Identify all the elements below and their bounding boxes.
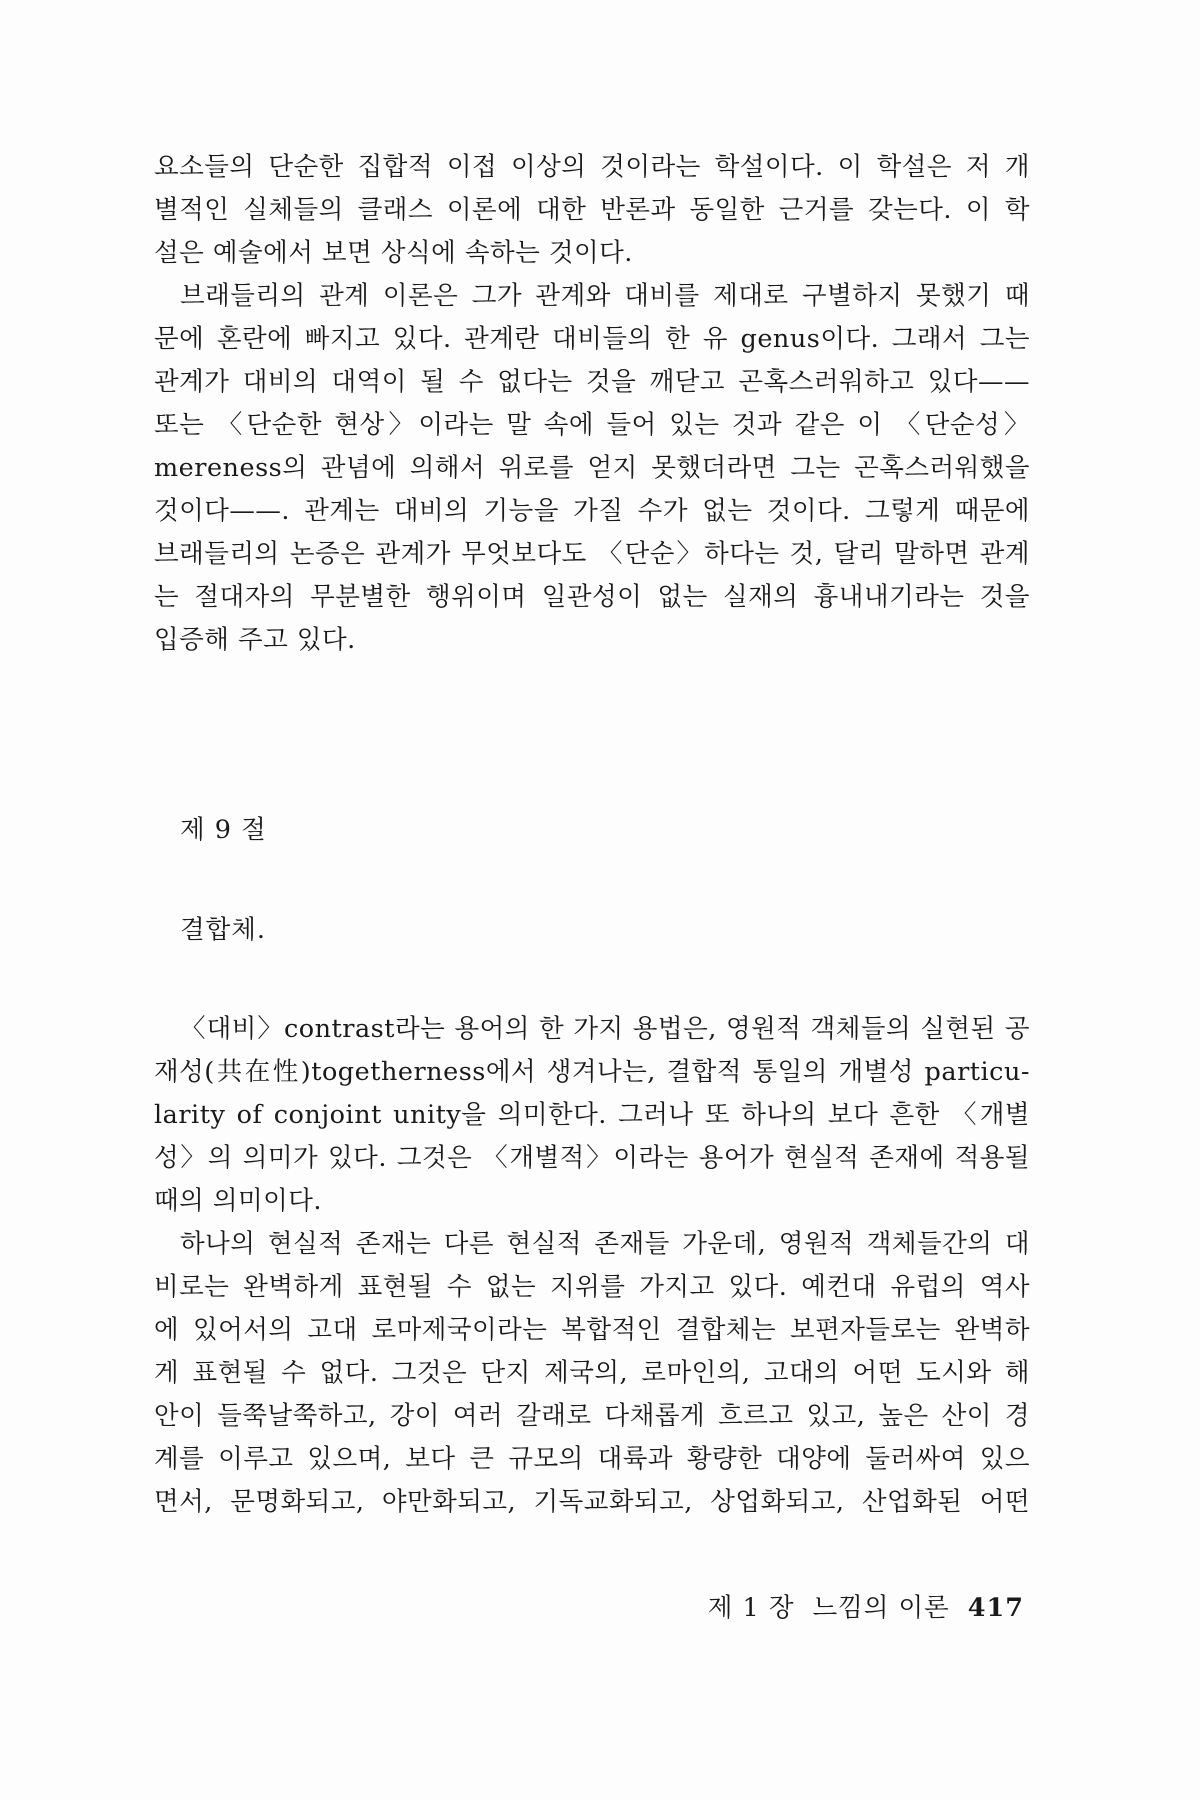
text-line: 〈대비〉contrast라는 용어의 한 가지 용법은, 영원적 객체들의 실현된 공	[180, 1014, 1030, 1044]
text-line: 것이다——. 관계는 대비의 기능을 가질 수가 없는 것이다. 그렇게 때문에	[154, 496, 1030, 526]
text-line: 요소들의 단순한 집합적 이접 이상의 것이라는 학설이다. 이 학설은 저 개	[154, 152, 1030, 182]
page-number: 417	[967, 1593, 1024, 1623]
text-line: 문에 혼란에 빠지고 있다. 관계란 대비들의 한 유 genus이다. 그래서 그는	[154, 324, 1030, 354]
text-line: 비로는 완벽하게 표현될 수 없는 지위를 가지고 있다. 예컨대 유럽의 역사	[154, 1272, 1030, 1302]
page-footer	[708, 1588, 1024, 1624]
text-line: 하나의 현실적 존재는 다른 현실적 존재들 가운데, 영원적 객체들간의 대	[180, 1229, 1030, 1259]
text-line: 게 표현될 수 없다. 그것은 단지 제국의, 로마인의, 고대의 어떤 도시와 해	[154, 1358, 1030, 1388]
section-number: 제 9 절	[180, 815, 267, 845]
text-line: larity of conjoint unity을 의미한다. 그러나 또 하나의 보다 흔한 〈개별	[154, 1100, 1030, 1130]
text-line: 또는 〈단순한 현상〉이라는 말 속에 들어 있는 것과 같은 이 〈단순성〉	[154, 410, 1030, 440]
text-line: 에 있어서의 고대 로마제국이라는 복합적인 결합체는 보편자들로는 완벽하	[154, 1315, 1030, 1345]
text-line: 브래들리의 논증은 관계가 무엇보다도 〈단순〉하다는 것, 달리 말하면 관계	[154, 539, 1030, 569]
text-line: mereness의 관념에 의해서 위로를 얻지 못했더라면 그는 곤혹스러워했을	[154, 453, 1030, 483]
chapter-label: 제 1 장	[707, 1593, 795, 1623]
text-line: 브래들리의 관계 이론은 그가 관계와 대비를 제대로 구별하지 못했기 때	[180, 281, 1030, 311]
text-line: 면서, 문명화되고, 야만화되고, 기독교화되고, 상업화되고, 산업화된 어떤	[154, 1487, 1030, 1517]
text-line: 는 절대자의 무분별한 행위이며 일관성이 없는 실재의 흉내내기라는 것을	[154, 582, 1030, 612]
text-line: 재성(共在性)togetherness에서 생겨나는, 결합적 통일의 개별성 particu-	[154, 1057, 1030, 1087]
text-line: 성〉의 의미가 있다. 그것은 〈개별적〉이라는 용어가 현실적 존재에 적용될	[154, 1143, 1030, 1173]
paragraph-block-bottom	[154, 1008, 1030, 1524]
text-line: 계를 이루고 있으며, 보다 큰 규모의 대륙과 황량한 대양에 둘러싸여 있으	[154, 1444, 1030, 1474]
text-line: 입증해 주고 있다.	[154, 625, 356, 655]
chapter-title: 느낌의 이론	[812, 1593, 950, 1623]
text-line: 설은 예술에서 보면 상식에 속하는 것이다.	[154, 238, 633, 268]
section-title: 결합체.	[180, 915, 267, 945]
text-line: 별적인 실체들의 클래스 이론에 대한 반론과 동일한 근거를 갖는다. 이 학	[154, 195, 1030, 225]
paragraph-block-top	[154, 146, 1030, 662]
text-line: 관계가 대비의 대역이 될 수 없다는 것을 깨닫고 곤혹스러워하고 있다——	[154, 367, 1030, 397]
text-line: 때의 의미이다.	[154, 1186, 323, 1216]
text-line: 안이 들쭉날쭉하고, 강이 여러 갈래로 다채롭게 흐르고 있고, 높은 산이 경	[154, 1401, 1030, 1431]
